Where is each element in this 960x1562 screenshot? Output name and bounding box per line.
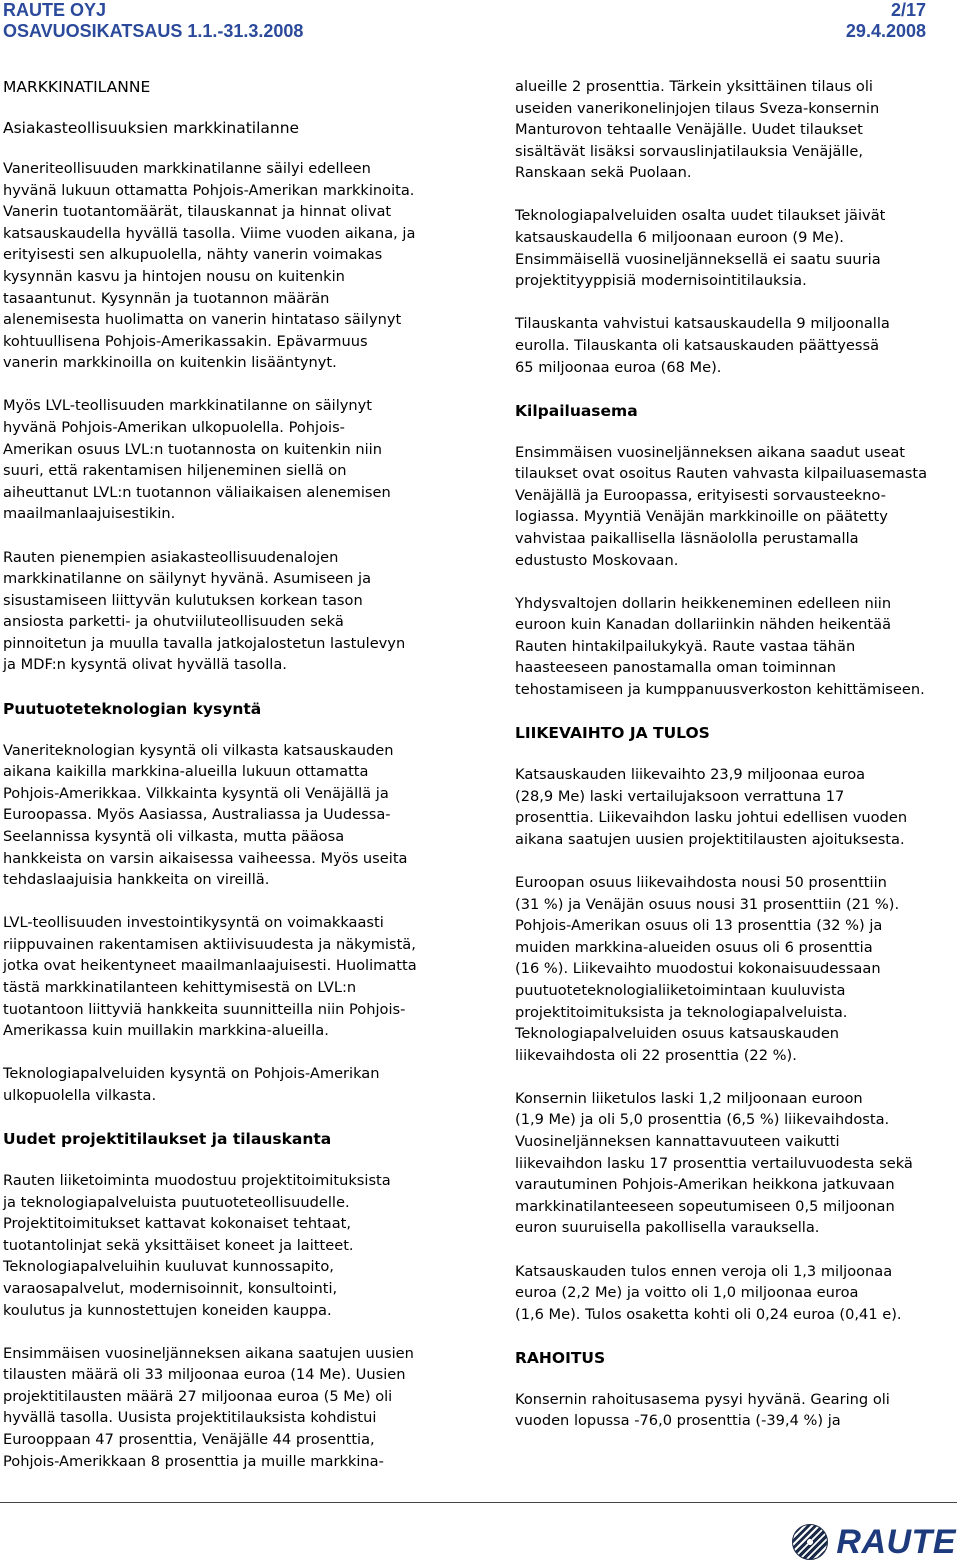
paragraph: Euroopan osuus liikevaihdosta nousi 50 prosenttiin (31 %) ja Venäjän osuus nousi 31 prosenttiin (21 %). Pohjois-Amerikan osuus oli 13 prosenttia (32 %) ja muiden markkina-alueiden osuus oli 6 prosenttia (16 %). Liikevaihto muodostui kokonaisuudessaan puutuoteteknologialiiketoimintaan kuuluvista projektitoimituksista ja teknologiapalveluista. Teknologiapalveluiden osuus katsauskauden liikevaihdosta oli 22 prosenttia (22 %). <box>515 874 900 1064</box>
footer-divider <box>0 1502 957 1503</box>
paragraph: Myös LVL-teollisuuden markkinatilanne on säilynyt hyvänä Pohjois-Amerikan ulkopuolella. Pohjois- Amerikan osuus LVL:n tuotannosta on kuitenkin niin suuri, että rakentamisen hiljeneminen siellä on aiheuttanut LVL:n tuotannon väliaikaisen alenemisen maailmanlaajuisestikin. <box>3 397 391 523</box>
paragraph: Tilauskanta vahvistui katsauskaudella 9 miljoonalla eurolla. Tilauskanta oli katsauskauden päättyessä 65 miljoonaa euroa (68 Me). <box>515 315 890 376</box>
left-column <box>3 76 473 1494</box>
paragraph: Teknologiapalveluiden osalta uudet tilaukset jäivät katsauskaudella 6 miljoonaan euroon (9 Me). Ensimmäisellä vuosineljänneksellä ei saatu suuria projektityyppisiä modernisointitilauksia. <box>515 207 886 290</box>
raute-logo-text: RAUTE <box>836 1523 956 1561</box>
heading-kilpailuasema: Kilpailuasema <box>515 401 638 420</box>
raute-emblem-icon <box>792 1524 828 1560</box>
company-name: RAUTE OYJ <box>3 0 107 20</box>
paragraph: Vaneriteknologian kysyntä oli vilkasta katsauskauden aikana kaikilla markkina-alueilla lukuun ottamatta Pohjois-Amerikkaa. Vilkkainta kysyntä oli Venäjällä ja Euroopassa. Myös Aasiassa, Australiassa ja Uudessa- Seelannissa kysyntä oli vilkasta, mutta pääosa hankkeista on varsin aikaisessa vaiheessa. Myös useita tehdaslaajuisia hankkeita on vireillä. <box>3 741 408 889</box>
heading-liikevaihto-ja-tulos: LIIKEVAIHTO JA TULOS <box>515 724 710 743</box>
page-number: 2/17 <box>890 0 926 20</box>
heading-projektitilaukset: Uudet projektitilaukset ja tilauskanta <box>3 1129 332 1148</box>
report-header-right <box>846 0 926 42</box>
section-title-markkinatilanne: MARKKINATILANNE <box>3 78 151 96</box>
report-date: 29.4.2008 <box>845 21 926 41</box>
paragraph: Vaneriteollisuuden markkinatilanne säilyi edelleen hyvänä lukuun ottamatta Pohjois-Amerikan markkinoita. Vanerin tuotantomäärät, tilauskannat ja hinnat olivat katsauskaudella hyvällä tasolla. Viime vuoden aikana, ja erityisesti sen alkupuolella, nähty vanerin voimakas kysynnän kasvu ja hintojen nousu on kuitenkin tasaantunut. Kysynnän ja tuotannon määrän alenemisesta huolimatta on vanerin hintataso säilynyt kohtuullisena Pohjois-Amerikassakin. Epävarmuus vanerin markkinoilla on kuitenkin lisääntynyt. <box>3 160 416 372</box>
subsection-title-asiakasteollisuudet: Asiakasteollisuuksien markkinatilanne <box>3 119 300 137</box>
paragraph: alueille 2 prosenttia. Tärkein yksittäinen tilaus oli useiden vanerikonelinjojen tilaus Sveza-konsernin Manturovon tehtaalle Venäjälle. Uudet tilaukset sisältävät lisäksi sorvauslinjatilauksia Venäjälle, Ranskaan sekä Puolaan. <box>515 78 880 182</box>
report-header-left <box>3 0 303 42</box>
paragraph: Yhdysvaltojen dollarin heikkeneminen edelleen niin euroon kuin Kanadan dollariinkin nähden heikentää Rauten hintakilpailukykyä. Raute vastaa tähän haasteeseen panostamalla oman toiminnan tehostamiseen ja kumppanuusverkoston kehittämiseen. <box>515 594 925 699</box>
paragraph: Konsernin liiketulos laski 1,2 miljoonaan euroon (1,9 Me) ja oli 5,0 prosenttia (6,5 %) liikevaihdosta. Vuosineljänneksen kannattavuuteen vaikutti liikevaihdon lasku 17 prosenttia vertailuvuodesta sekä varautuminen Pohjois-Amerikan heikkona jatkuvaan markkinatilanteeseen sopeutumiseen 0,5 miljoonan euron suuruisella pakollisella varauksella. <box>515 1089 913 1237</box>
paragraph: Ensimmäisen vuosineljänneksen aikana saatujen uusien tilausten määrä oli 33 miljoonaa euroa (14 Me). Uusien projektitilausten määrä 27 miljoonaa euroa (5 Me) oli hyvällä tasolla. Uusista projektitilauksista kohdistui Eurooppaan 47 prosenttia, Venäjälle 44 prosenttia, Pohjois-Amerikkaan 8 prosenttia ja muille markkina- <box>3 1344 414 1470</box>
right-column <box>515 76 945 1454</box>
paragraph: Katsauskauden liikevaihto 23,9 miljoonaa euroa (28,9 Me) laski vertailujaksoon verrattuna 17 prosenttia. Liikevaihdon lasku johtui edellisen vuoden aikana saatujen uusien projektitilausten ajoituksesta. <box>515 766 908 848</box>
paragraph: LVL-teollisuuden investointikysyntä on voimakkaasti riippuvainen rakentamisen aktiivisuudesta ja näkymistä, jotka ovat heikentyneet maailmanlaajuisesti. Huolimatta tästä markkinatilanteen kehittymisestä on LVL:n tuotantoon liittyviä hankkeita suunnitteilla niin Pohjois- Amerikassa kuin muillakin markkina-alueilla. <box>3 914 417 1040</box>
paragraph: Ensimmäisen vuosineljänneksen aikana saadut useat tilaukset ovat osoitus Rauten vahvasta kilpailuasemasta Venäjällä ja Euroopassa, erityisesti sorvausteekno- logiassa. Myyntiä Venäjän markkinoille on päätetty vahvistaa paikallisella läsnäololla perustamalla edustusto Moskovaan. <box>515 443 928 569</box>
paragraph: Teknologiapalveluiden kysyntä on Pohjois-Amerikan ulkopuolella vilkasta. <box>3 1065 380 1104</box>
report-title: OSAVUOSIKATSAUS 1.1.-31.3.2008 <box>3 21 304 41</box>
heading-rahoitus: RAHOITUS <box>515 1348 606 1367</box>
paragraph: Katsauskauden tulos ennen veroja oli 1,3 miljoonaa euroa (2,2 Me) ja voitto oli 1,0 miljoonaa euroa (1,6 Me). Tulos osaketta kohti oli 0,24 euroa (0,41 e). <box>515 1262 902 1323</box>
paragraph: Rauten liiketoiminta muodostuu projektitoimituksista ja teknologiapalveluista puutuoteteollisuudelle. Projektitoimitukset kattavat kokonaiset tehtaat, tuotantolinjat sekä yksittäiset koneet ja laitteet. Teknologiapalveluihin kuuluvat kunnossapito, varaosapalvelut, modernisoinnit, konsultointi, koulutus ja kunnostettujen koneiden kauppa. <box>3 1171 391 1319</box>
raute-logo <box>792 1522 956 1562</box>
heading-puutuoteteknologia: Puutuoteteknologian kysyntä <box>3 699 262 718</box>
paragraph: Rauten pienempien asiakasteollisuudenalojen markkinatilanne on säilynyt hyvänä. Asumiseen ja sisustamiseen liittyvän kulutuksen korkean tason ansiosta parketti- ja ohutviiluteollisuuden sekä pinnoitetun ja muulla tavalla jatkojalostetun lastulevyn ja MDF:n kysyntä olivat hyvällä tasolla. <box>3 548 406 674</box>
paragraph: Konsernin rahoitusasema pysyi hyvänä. Gearing oli vuoden lopussa -76,0 prosenttia (-39,4 %) ja <box>515 1390 890 1430</box>
